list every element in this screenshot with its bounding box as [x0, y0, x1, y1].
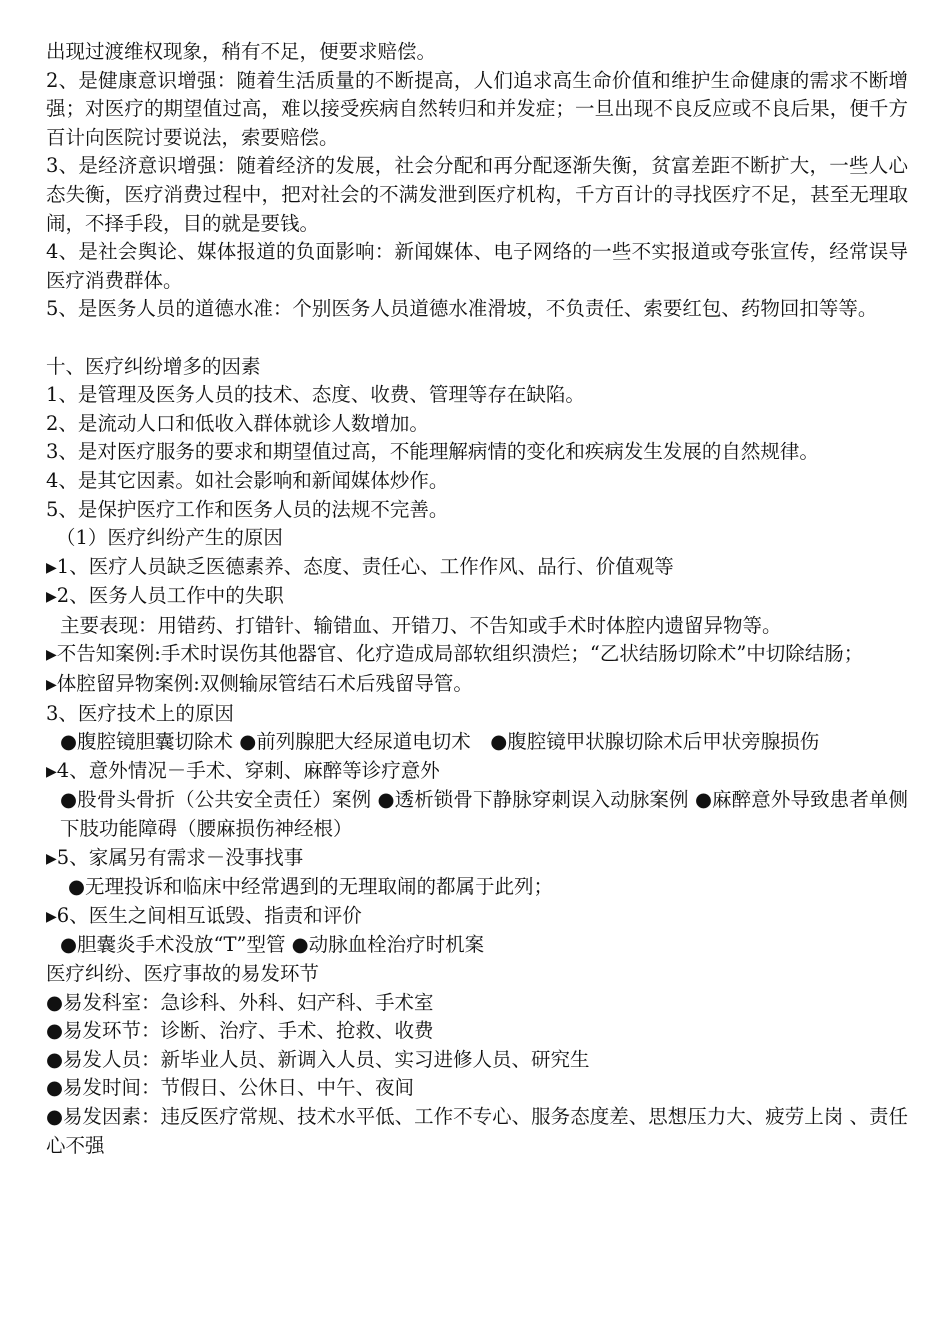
triangle-bullet-icon: ▶ [46, 763, 57, 780]
paragraph: 5、是保护医疗工作和医务人员的法规不完善。 [46, 497, 449, 521]
bullet-line: ●易发人员：新毕业人员、新调入人员、实习进修人员、研究生 [46, 1047, 590, 1071]
bullet-line: ●股骨头骨折（公共安全责任）案例 ●透析锁骨下静脉穿刺误入动脉案例 ●麻醉意外导致患者单侧下肢功能障碍（腰麻损伤神经根） [60, 788, 908, 841]
bullet-line: ●腹腔镜胆囊切除术 ●前列腺肥大经尿道电切术 ●腹腔镜甲状腺切除术后甲状旁腺损伤 [60, 730, 820, 754]
triangle-list-item [46, 757, 908, 787]
paragraph: 5、是医务人员的道德水准：个别医务人员道德水准滑坡，不负责任、索要红包、药物回扣等等。 [46, 297, 878, 321]
triangle-list-item [46, 553, 908, 583]
paragraph: 3、是对医疗服务的要求和期望值过高，不能理解病情的变化和疾病发生发展的自然规律。 [46, 440, 819, 464]
paragraph: 3、是经济意识增强：随着经济的发展，社会分配和再分配逐渐失衡，贫富差距不断扩大，一些人心态失衡，医疗消费过程中，把对社会的不满发泄到医疗机构，千方百计的寻找医疗不足，甚至无理取闹，不择手段，目的就是要钱。 [46, 154, 908, 235]
paragraph: 4、是其它因素。如社会影响和新闻媒体炒作。 [46, 468, 449, 492]
triangle-list-item [46, 582, 908, 612]
list-item-text: 2、医务人员工作中的失职 [56, 584, 284, 608]
bullet-line: ●易发因素：违反医疗常规、技术水平低、工作不专心、服务态度差、思想压力大、疲劳上岗 、责任心不强 [46, 1104, 908, 1157]
paragraph: 3、医疗技术上的原因 [46, 701, 234, 725]
list-item-text: 体腔留异物案例:双侧输尿管结石术后残留导管。 [56, 672, 473, 696]
list-item-text: 6、医生之间相互诋毁、指责和评价 [56, 903, 362, 927]
bullet-line: ●胆囊炎手术没放“T”型管 ●动脉血栓治疗时机案 [60, 933, 485, 957]
section-heading: 十、医疗纠纷增多的因素 [46, 354, 261, 378]
paragraph: 1、是管理及医务人员的技术、态度、收费、管理等存在缺陷。 [46, 383, 585, 407]
section-heading: 医疗纠纷、医疗事故的易发环节 [46, 962, 320, 985]
paragraph: 4、是社会舆论、媒体报道的负面影响：新闻媒体、电子网络的一些不实报道或夸张宣传，经常误导医疗消费群体。 [46, 240, 908, 292]
triangle-bullet-icon: ▶ [46, 677, 57, 694]
paragraph: 2、是健康意识增强：随着生活质量的不断提高，人们追求高生命价值和维护生命健康的需求不断增强；对医疗的期望值过高，难以接受疾病自然转归和并发症；一旦出现不良反应或不良后果，便千方百计向医院讨要说法，索要赔偿。 [46, 68, 908, 149]
bullet-line: ●易发科室：急诊科、外科、妇产科、手术室 [46, 990, 434, 1014]
triangle-list-item [46, 844, 908, 874]
paragraph: 2、是流动人口和低收入群体就诊人数增加。 [46, 411, 429, 435]
paragraph: 出现过渡维权现象，稍有不足，便要求赔偿。 [46, 40, 437, 63]
triangle-bullet-icon: ▶ [46, 559, 57, 576]
blank-line [46, 324, 908, 353]
list-item-text: 5、家属另有需求－没事找事 [56, 845, 304, 869]
triangle-list-item [46, 902, 908, 932]
paragraph: 主要表现：用错药、打错针、输错血、开错刀、不告知或手术时体腔内遗留异物等。 [60, 613, 782, 637]
bullet-line: ●易发时间：节假日、公休日、中午、夜间 [46, 1076, 415, 1100]
triangle-bullet-icon: ▶ [46, 589, 57, 606]
subsection-heading: （1）医疗纠纷产生的原因 [56, 526, 283, 550]
triangle-list-item [46, 670, 908, 700]
triangle-bullet-icon: ▶ [46, 647, 57, 664]
list-item-text: 1、医疗人员缺乏医德素养、态度、责任心、工作作风、品行、价值观等 [56, 554, 674, 578]
triangle-list-item [46, 640, 908, 670]
bullet-line: ●无理投诉和临床中经常遇到的无理取闹的都属于此列； [68, 875, 554, 899]
document-body [46, 38, 908, 1160]
triangle-bullet-icon: ▶ [46, 850, 57, 867]
bullet-line: ●易发环节：诊断、治疗、手术、抢救、收费 [46, 1019, 434, 1043]
list-item-text: 不告知案例:手术时误伤其他器官、化疗造成局部软组织溃烂；“乙状结肠切除术”中切除结肠； [56, 642, 864, 666]
list-item-text: 4、意外情况－手术、穿刺、麻醉等诊疗意外 [56, 758, 440, 782]
triangle-bullet-icon: ▶ [46, 908, 57, 925]
